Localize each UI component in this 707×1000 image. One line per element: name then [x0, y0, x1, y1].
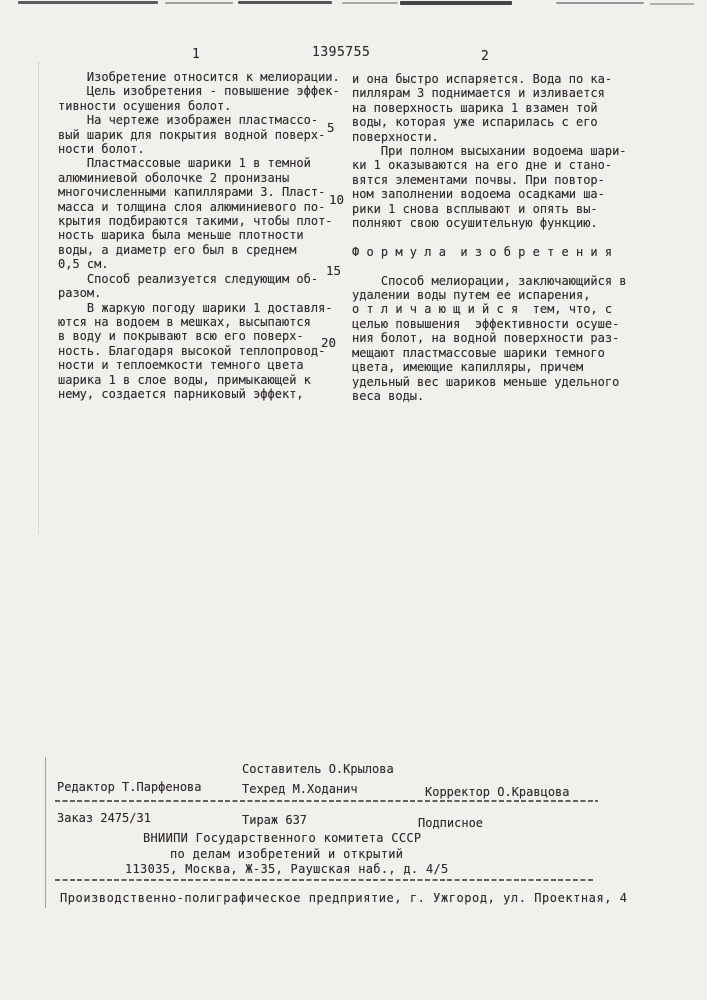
scan-streak [165, 2, 233, 4]
footer-tirazh: Тираж 637 [242, 813, 308, 827]
text-line: мещают пластмассовые шарики темного [352, 345, 605, 360]
text-line: удельный вес шариков меньше удельного [352, 374, 620, 389]
footer-techred: Техред М.Ходанич [242, 782, 358, 796]
text-line: цвета, имеющие капилляры, причем [352, 360, 584, 375]
text-line: веса воды. [352, 388, 425, 403]
text-line [352, 259, 647, 273]
footer-divider-dashed-bottom [55, 879, 595, 881]
text-line: Цель изобретения - повышение эффек- [58, 84, 340, 99]
text-line: Способ мелиорации, заключающийся в [352, 273, 627, 288]
scan-streak [342, 2, 398, 4]
footer-org-name: ВНИИПИ Государственного комитета СССР [143, 831, 422, 845]
formula-heading: Ф о р м у л а и з о б р е т е н и я [352, 244, 613, 259]
document-number: 1395755 [312, 45, 371, 60]
text-line: алюминиевой оболочке 2 пронизаны [58, 170, 290, 185]
text-line: полняют свою осушительную функцию. [352, 216, 598, 231]
footer-order-number: Заказ 2475/31 [57, 811, 151, 825]
scan-streak [650, 3, 694, 5]
text-line: ются на водоем в мешках, высыпаются [58, 314, 311, 329]
page-number-left: 1 [192, 47, 201, 62]
text-line: масса и толщина слоя алюминиевого по- [58, 199, 326, 214]
scan-streak [400, 1, 512, 5]
footer-left-rule [45, 757, 46, 908]
text-line: нему, создается парниковый эффект, [58, 386, 304, 401]
text-line: Изобретение относится к мелиорации. [58, 70, 340, 84]
text-line: Способ реализуется следующим об- [58, 271, 319, 286]
text-line: поверхности. [352, 129, 439, 144]
scan-streak [556, 2, 644, 4]
text-line: вый шарик для покрытия водной поверх- [58, 127, 326, 142]
text-line: в воду и покрывают всю его поверх- [58, 329, 304, 344]
text-line: На чертеже изображен пластмассо- [58, 113, 319, 128]
text-line: на поверхность шарика 1 взамен той [352, 100, 598, 115]
text-line: ность шарика была меньше плотности [58, 228, 304, 243]
margin-line-number-10: 10 [329, 192, 345, 207]
footer-corrector: Корректор О.Кравцова [425, 785, 570, 799]
footer-compiler: Составитель О.Крылова [242, 762, 394, 776]
text-line: В жаркую погоду шарики 1 доставля- [58, 300, 333, 315]
patent-text-column-right [352, 72, 647, 403]
text-line: тивности осушения болот. [58, 98, 232, 113]
text-line: При полном высыхании водоема шари- [352, 144, 627, 159]
text-line: ность. Благодаря высокой теплопровод- [58, 343, 326, 358]
text-line: удалении воды путем ее испарения, [352, 288, 591, 303]
text-line: о т л и ч а ю щ и й с я тем, что, с [352, 302, 613, 317]
text-line: 0,5 см. [58, 257, 109, 272]
text-line: крытия подбираются такими, чтобы плот- [58, 214, 333, 229]
text-line: пиллярам 3 поднимается и изливается [352, 86, 605, 101]
left-margin-fold-line [38, 62, 39, 534]
text-line: ности болот. [58, 142, 145, 157]
scan-streak [18, 1, 158, 4]
footer-org-address: 113035, Москва, Ж-35, Раушская наб., д. 4/5 [125, 862, 449, 876]
footer-org-dept: по делам изобретений и открытий [170, 847, 404, 861]
text-line: ния болот, на водной поверхности раз- [352, 331, 620, 346]
footer-printer-line: Производственно-полиграфическое предприятие, г. Ужгород, ул. Проектная, 4 [60, 891, 628, 905]
text-line: и она быстро испаряется. Вода по ка- [352, 72, 613, 86]
page-number-right: 2 [481, 49, 490, 64]
text-line: вятся элементами почвы. При повтор- [352, 172, 605, 187]
footer-divider-dashed-top [55, 800, 598, 802]
footer-editor: Редактор Т.Парфенова [57, 780, 202, 794]
text-line: воды, которая уже испарилась с его [352, 115, 598, 130]
text-line: многочисленными капиллярами 3. Пласт- [58, 185, 326, 200]
patent-text-column-left [58, 70, 353, 401]
margin-line-number-15: 15 [326, 263, 342, 278]
scan-streak [238, 1, 332, 4]
footer-podpisnoe: Подписное [418, 816, 484, 830]
text-line [352, 230, 647, 244]
text-line: ном заполнении водоема осадками ша- [352, 187, 605, 202]
margin-line-number-20: 20 [321, 335, 337, 350]
text-line: воды, а диаметр его был в среднем [58, 242, 297, 257]
text-line: ки 1 оказываются на его дне и стано- [352, 158, 613, 173]
text-line: шарика 1 в слое воды, примыкающей к [58, 372, 311, 387]
text-line: рики 1 снова всплывают и опять вы- [352, 201, 598, 216]
margin-line-number-5: 5 [327, 120, 335, 135]
text-line: Пластмассовые шарики 1 в темной [58, 156, 311, 171]
text-line: ности и теплоемкости темного цвета [58, 358, 304, 373]
text-line: целью повышения эффективности осуше- [352, 316, 620, 331]
text-line: разом. [58, 286, 102, 301]
